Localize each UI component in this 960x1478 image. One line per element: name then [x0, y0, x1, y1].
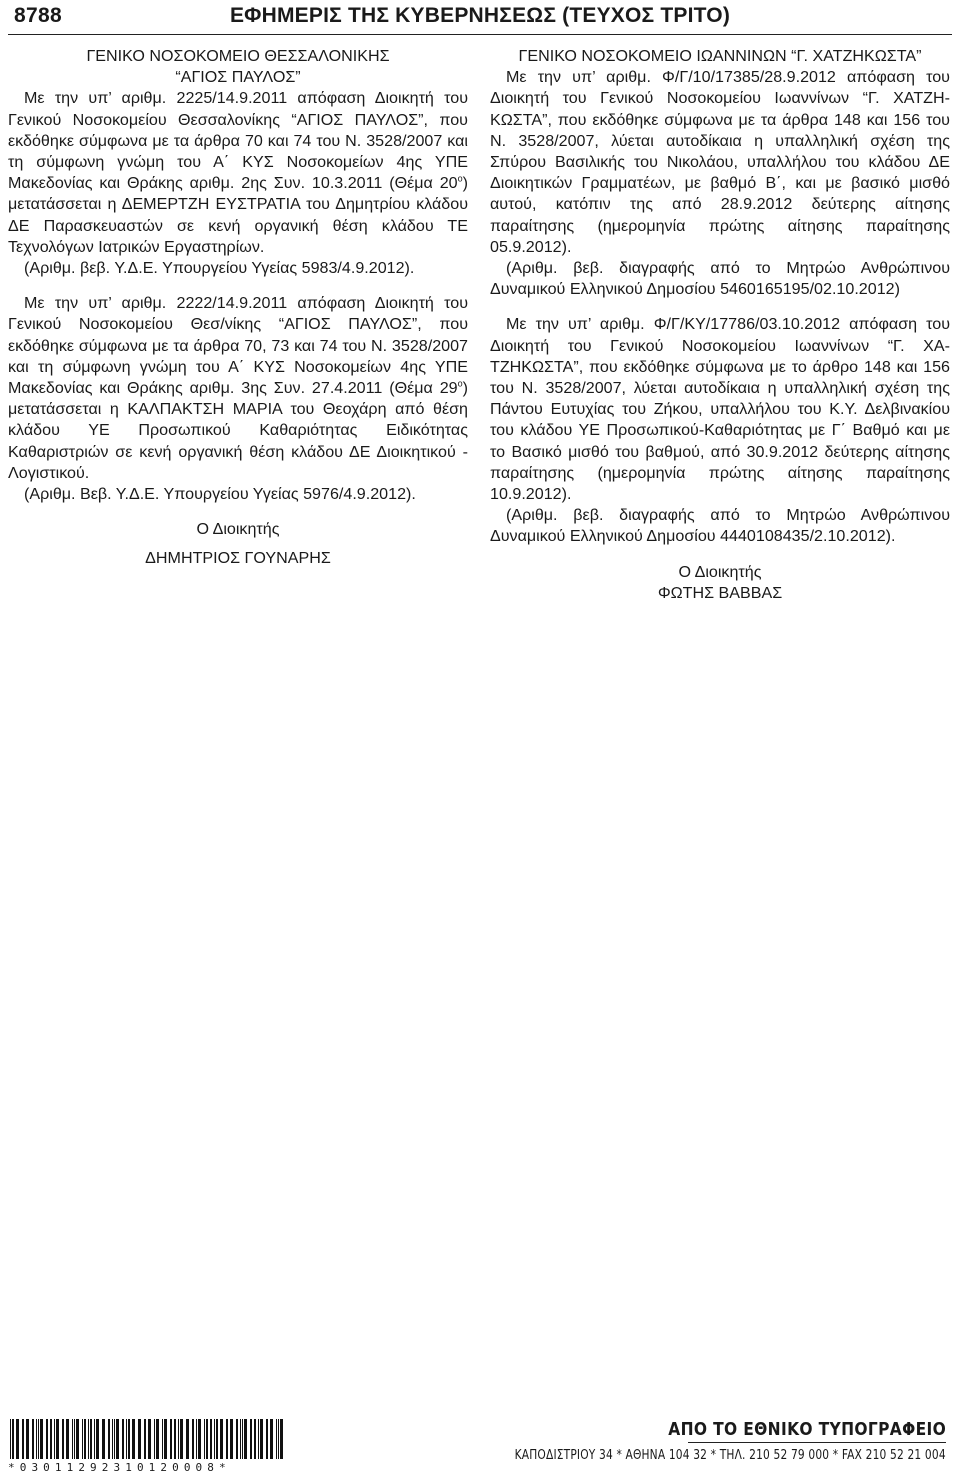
barcode-bar: [226, 1419, 228, 1459]
barcode-bar: [198, 1419, 201, 1459]
barcode-bar: [96, 1419, 99, 1459]
barcode-bar: [154, 1419, 155, 1459]
barcode-bar: [56, 1419, 59, 1459]
barcode-bar: [240, 1419, 241, 1459]
barcode-bar: [162, 1419, 163, 1459]
gazette-title: ΕΦΗΜΕΡΙΣ ΤΗΣ ΚΥΒΕΡΝΗΣΕΩΣ (ΤΕΥΧΟΣ ΤΡΙΤΟ): [229, 4, 731, 27]
barcode-bar: [266, 1419, 268, 1459]
barcode-bar: [244, 1419, 247, 1459]
barcode-bar: [192, 1419, 194, 1459]
hospital-heading-line1: ΓΕΝΙΚΟ ΝΟΣΟΚΟΜΕΙΟ ΘΕΣΣΑΛΟΝΙΚΗΣ: [86, 47, 390, 65]
barcode-digits: *03011292310120008*: [8, 1461, 231, 1474]
barcode-bar: [102, 1419, 105, 1459]
barcode-bar: [94, 1419, 95, 1459]
barcode-bar: [230, 1419, 233, 1459]
barcode-bar: [128, 1419, 130, 1459]
barcode-bar: [276, 1419, 277, 1459]
decision-text: Με την υπ’ αριθμ. 2222/14.9.2011 απόφαση Διοικητή του Γενικού Νοσοκομείου Θεσ/νίκης “ΑΓΙΟΣ ΠΑΥΛΟΣ”, που εκδόθηκε σύμφωνα με τα άρθρα 70, 73 και 74 του Ν. 3528/2007 και τη σύμφωνη γνώμη του Α΄ ΚΥΣ Νοσοκομείων 4ης ΥΠΕ Μακεδονίας και Θράκης αριθμ. 3ης Συν. 27.4.2011 (Θέμα 29: [8, 294, 468, 398]
barcode-bar: [88, 1419, 89, 1459]
barcode-bar: [40, 1419, 43, 1459]
decision-paragraph: [8, 293, 468, 484]
hospital-heading-line2: “ΑΓΙΟΣ ΠΑΥΛΟΣ”: [175, 68, 301, 87]
degree-superscript: ο: [457, 173, 463, 184]
barcode-bar: [10, 1419, 11, 1459]
signature-name: ΔΗΜΗΤΡΙΟΣ ΓΟΥΝΑΡΗΣ: [145, 549, 331, 568]
barcode-bar: [76, 1419, 79, 1459]
barcode-bar: [186, 1419, 189, 1459]
barcode-bar: [210, 1419, 212, 1459]
barcode-bar: [196, 1419, 197, 1459]
decision-text: Με την υπ’ αριθμ. 2225/14.9.2011 απόφαση Διοικητή του Γενικού Νοσοκομείου Θεσσαλονίκης “ΑΓΙΟΣ ΠΑΥΛΟΣ”, που εκδόθηκε σύμφωνα με τα άρθρα 70 και 74 του Ν. 3528/2007 και τη σύμφωνη γνώμη του Α΄ ΚΥΣ Νοσοκομείων 4ης ΥΠΕ Μακεδονίας και Θράκης αριθμ. 2ης Συν. 10.3.2011 (Θέμα 20: [8, 89, 468, 193]
decision-paragraph: [8, 88, 468, 258]
decision-text-continued: ) μετατάσσεται η ΔΕΜΕΡΤΖΗ ΕΥΣΤΡΑΤΙΑ του Δημητρίου κλάδου ΔΕ Παρασκευαστών σε κενή οργανική θέση κλάδου ΤΕ Τεχνολόγων Ιατρικών Εργαστηρίων.: [8, 174, 468, 256]
barcode-bar: [144, 1419, 146, 1459]
signature-name: ΦΩΤΗΣ ΒΑΒΒΑΣ: [657, 583, 783, 602]
barcode-bar: [270, 1419, 273, 1459]
barcode-bar: [84, 1419, 86, 1459]
barcode-bar: [278, 1419, 279, 1459]
barcode-bar: [148, 1419, 151, 1459]
barcode-bar: [90, 1419, 92, 1459]
barcode-bar: [32, 1419, 34, 1459]
barcode-bar: [236, 1419, 238, 1459]
barcode-bar: [280, 1419, 283, 1459]
barcode-bar: [62, 1419, 64, 1459]
barcode-bar: [260, 1419, 263, 1459]
decision-reference: (Αριθμ. Βεβ. Υ.Δ.Ε. Υπουργείου Υγείας 5976/4.9.2012).: [24, 485, 416, 504]
barcode-bar: [74, 1419, 75, 1459]
decision-paragraph: Με την υπ’ αριθμ. Φ/Γ/10/17385/28.9.2012 απόφαση του Διοικητή του Γενικού Νοσοκομείου Ιωαννίνων “Γ. ΧΑΤΖΗΚΩΣΤΑ”, που εκδόθηκε σύμφωνα με τα άρθρα 148 και 156 του Ν. 3528/2007, λύεται αυτοδίκαια η υπαλληλική σχέση της Σπύρου Βασιλικής του Νικολάου, υπαλλήλου του κλάδου ΔΕ Διοικητικών Γραμματέων, με βαθμό Β΄, και με βασικό μισθό αυτού, κατόπιν της από 28.9.2012 δεύτερης αίτησης παραίτησης (ημερομηνία πρώτης αίτησης παραίτησης 05.9.2012).: [490, 68, 950, 256]
barcode-bar: [258, 1419, 259, 1459]
barcode-bar: [16, 1419, 19, 1459]
barcode-block: [8, 1419, 298, 1474]
barcode-bar: [242, 1419, 243, 1459]
barcode-bar: [54, 1419, 55, 1459]
barcode-bar: [132, 1419, 135, 1459]
barcode-bar: [72, 1419, 73, 1459]
barcode-bar: [206, 1419, 208, 1459]
barcode-bar: [112, 1419, 113, 1459]
barcode-bar: [108, 1419, 110, 1459]
barcode-bar: [216, 1419, 218, 1459]
barcode-bar: [170, 1419, 172, 1459]
barcode-bar: [250, 1419, 252, 1459]
barcode-bar: [178, 1419, 179, 1459]
barcode-bar: [46, 1419, 48, 1459]
printer-name: ΑΠΟ ΤΟ ΕΘΝΙΚΟ ΤΥΠΟΓΡΑΦΕΙΟ: [668, 1419, 946, 1440]
decision-reference: (Αριθμ. βεβ. διαγραφής από το Μητρώο Ανθρώπινου Δυναμικού Ελληνικού Δημοσίου 5460165195/02.10.2012): [490, 259, 950, 299]
signature-title: Ο Διοικητής: [678, 562, 762, 581]
header-divider: [8, 34, 952, 35]
printer-address: ΚΑΠΟΔΙΣΤΡΙΟΥ 34 * ΑΘΗΝΑ 104 32 * ΤΗΛ. 210 52 79 000 * FAX 210 52 21 004: [514, 1448, 946, 1463]
barcode-bar: [164, 1419, 167, 1459]
barcode-bar: [214, 1419, 215, 1459]
barcode-bar: [220, 1419, 223, 1459]
barcode-bar: [82, 1419, 83, 1459]
barcode-bar: [36, 1419, 37, 1459]
decision-paragraph: Με την υπ’ αριθμ. Φ/Γ/ΚΥ/17786/03.10.2012 απόφαση του Διοικητή του Γενικού Νοσοκομείου Ιωαννίνων “Γ. ΧΑΤΖΗΚΩΣΤΑ”, που εκδόθηκε σύμφωνα με το άρθρο 148 και 156 του Ν. 3528/2007, λύεται αυτοδίκαια η υπαλληλική σχέση της Πάντου Ευτυχίας του Ζήκου, υπαλλήλου του Κ.Υ. Δελβινακίου του κλάδου ΥΕ Προσωπικού-Καθαριότητας με Γ΄ Βαθμό και με το Βασικό μισθό του βαθμού, από 30.9.2012 δεύτερης αίτησης παραίτησης (ημερομηνία πρώτης αίτησης παραίτησης 10.9.2012).: [490, 315, 950, 504]
decision-reference: (Αριθμ. βεβ. Υ.Δ.Ε. Υπουργείου Υγείας 5983/4.9.2012).: [24, 259, 415, 278]
barcode-bar: [156, 1419, 159, 1459]
signature-title: Ο Διοικητής: [196, 520, 280, 539]
barcode-bar: [114, 1419, 115, 1459]
printer-divider: [688, 1442, 946, 1443]
barcode-bar: [126, 1419, 127, 1459]
barcode-bar: [174, 1419, 176, 1459]
barcode-bar: [22, 1419, 24, 1459]
page-number: 8788: [14, 4, 62, 27]
barcode-bar: [50, 1419, 52, 1459]
decision-text-continued: ) μετατάσσεται η ΚΑΛΠΑΚΤΣΗ ΜΑΡΙΑ του Θεοχάρη από θέση κλάδου ΥΕ Προσωπικού Καθαριότητας Ειδικότητας Καθαριστριών σε κενή οργανική θέση κλάδου ΔΕ Διοικητικού - Λογιστικού.: [8, 379, 468, 482]
degree-superscript: ο: [457, 378, 463, 389]
barcode-bar: [66, 1419, 69, 1459]
right-column: [490, 46, 950, 604]
left-column: [8, 46, 468, 570]
barcode-bar: [116, 1419, 119, 1459]
barcode-bar: [204, 1419, 205, 1459]
hospital-heading: ΓΕΝΙΚΟ ΝΟΣΟΚΟΜΕΙΟ ΙΩΑΝΝΙΝΩΝ “Γ. ΧΑΤΖΗΚΩΣΤΑ”: [518, 47, 922, 65]
barcode-bar: [254, 1419, 256, 1459]
decision-reference: (Αριθμ. βεβ. διαγραφής από το Μητρώο Ανθρώπινου Δυναμικού Ελληνικού Δημοσίου 4440108435/2.10.2012).: [490, 506, 950, 546]
barcode-bar: [26, 1419, 29, 1459]
barcode: [8, 1419, 288, 1459]
barcode-bar: [122, 1419, 124, 1459]
barcode-bar: [38, 1419, 39, 1459]
barcode-bar: [180, 1419, 183, 1459]
barcode-bar: [12, 1419, 14, 1459]
barcode-bar: [138, 1419, 141, 1459]
